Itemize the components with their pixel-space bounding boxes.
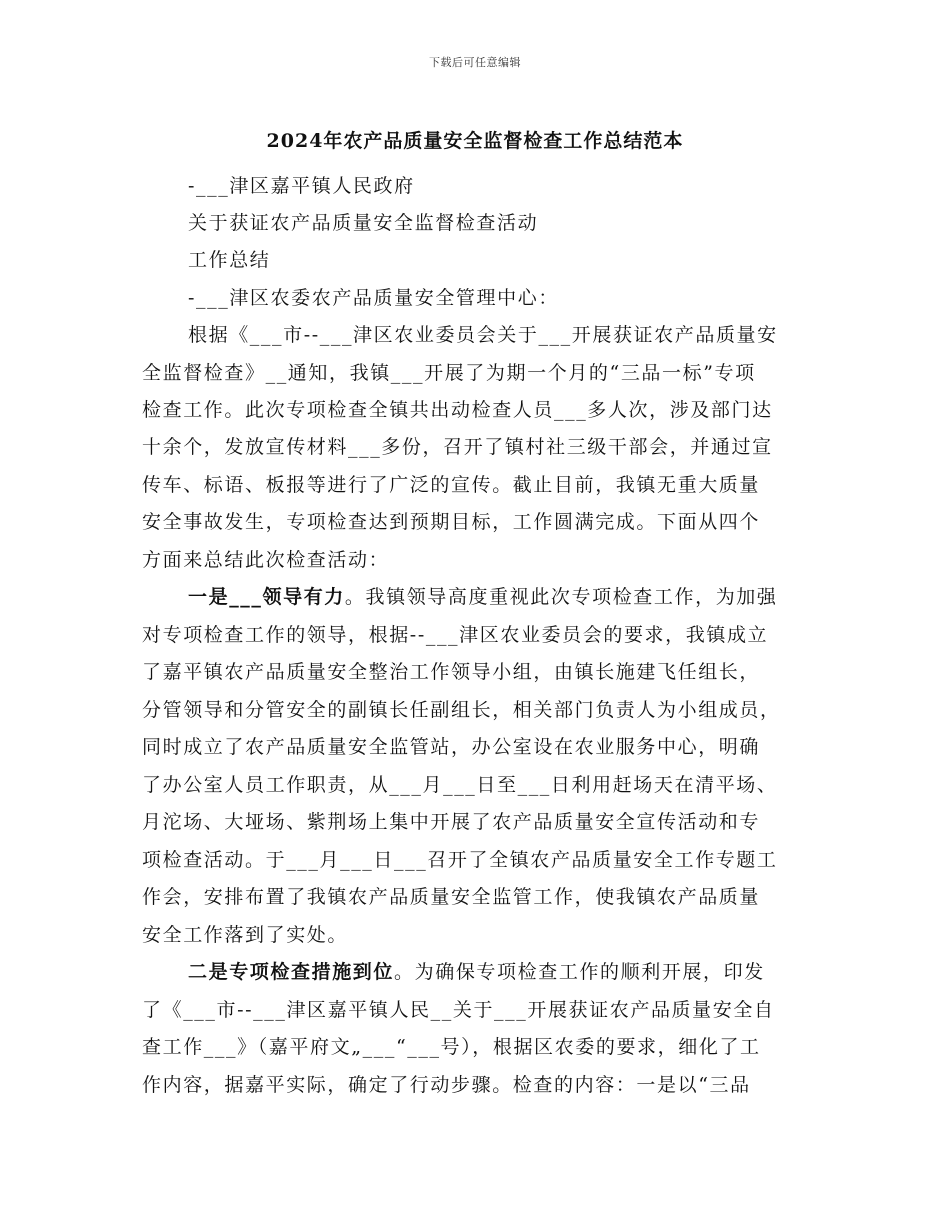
addressee-line: -___津区农委农产品质量安全管理中心： (188, 287, 559, 309)
subtitle-line-1: 关于获证农产品质量安全监督检查活动 (188, 212, 539, 234)
paragraph-line: 检查工作。此次专项检查全镇共出动检查人员___多人次，涉及部门达 (142, 399, 773, 421)
paragraph-line: 对专项检查工作的领导，根据--___津区农业委员会的要求，我镇成立 (142, 624, 769, 646)
paragraph-line: 月沱场、大垭场、紫荆场上集中开展了农产品质量安全宣传活动和专 (142, 811, 761, 833)
header-note: 下载后可任意编辑 (429, 56, 521, 69)
paragraph-line: 传车、标语、板报等进行了广泛的宣传。截止目前，我镇无重大质量 (142, 474, 761, 496)
paragraph-line: 同时成立了农产品质量安全监管站，办公室设在农业服务中心，明确 (142, 736, 761, 758)
paragraph-line: 分管领导和分管安全的副镇长任副组长，相关部门负责人为小组成员， (142, 699, 781, 721)
subtitle-line-2: 工作总结 (188, 249, 271, 271)
paragraph-line: 查工作___》（嘉平府文„___“___号），根据区农委的要求，细化了工 (142, 1036, 761, 1058)
paragraph-line: 全监督检查》__通知，我镇___开展了为期一个月的“三品一标”专项 (142, 362, 756, 384)
recipient-line-1: -___津区嘉平镇人民政府 (188, 175, 415, 197)
paragraph-line: 安全工作落到了实处。 (142, 924, 349, 946)
paragraph-line: 了嘉平镇农产品质量安全整治工作领导小组，由镇长施建飞任组长， (142, 661, 761, 683)
paragraph-line: 作会，安排布置了我镇农产品质量安全监管工作，使我镇农产品质量 (142, 886, 761, 908)
paragraph-line: 项检查活动。于___月___日___召开了全镇农产品质量安全工作专题工 (142, 849, 778, 871)
section-heading-2: 二是专项检查措施到位 (188, 961, 395, 983)
paragraph-line: 了办公室人员工作职责，从___月___日至___日利用赶场天在清平场、 (142, 774, 778, 796)
paragraph-line: 安全事故发生，专项检查达到预期目标，工作圆满完成。下面从四个 (142, 511, 761, 533)
paragraph-line: 一是___领导有力。我镇领导高度重视此次专项检查工作，为加强 (188, 586, 778, 608)
document-title: 2024年农产品质量安全监督检查工作总结范本 (266, 130, 684, 152)
paragraph-line: 方面来总结此次检查活动： (142, 549, 390, 571)
paragraph-line: 了《___市--___津区嘉平镇人民__关于___开展获证农产品质量安全自 (142, 999, 775, 1021)
paragraph-line: 根据《___市--___津区农业委员会关于___开展获证农产品质量安 (188, 324, 778, 346)
paragraph-line: 二是专项检查措施到位。为确保专项检查工作的顺利开展，印发 (188, 961, 765, 983)
section-heading-1: 一是___领导有力 (188, 586, 345, 608)
paragraph-line: 十余个，发放宣传材料___多份，召开了镇村社三级干部会，并通过宣 (142, 436, 773, 458)
paragraph-line: 作内容，据嘉平实际，确定了行动步骤。检查的内容：一是以“三品 (142, 1074, 751, 1096)
